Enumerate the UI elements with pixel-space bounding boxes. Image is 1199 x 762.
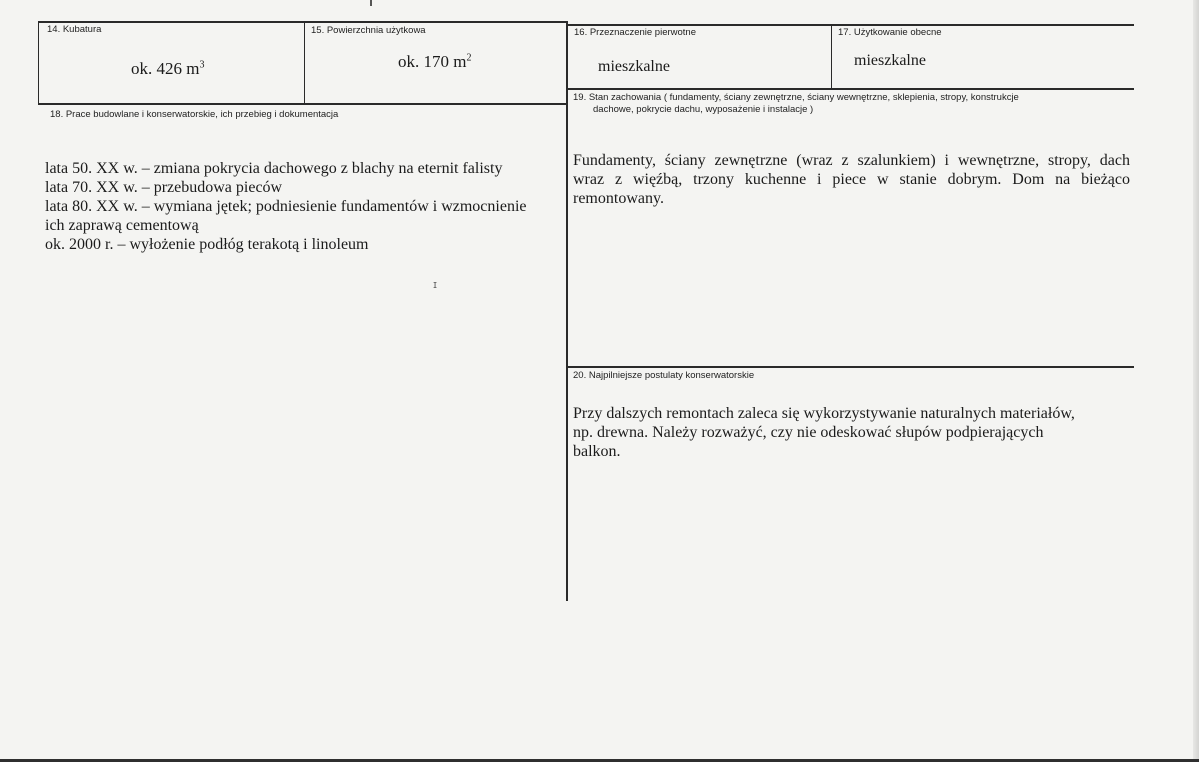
rule-19-top [567,88,1134,90]
powierzchnia-value-text: ok. 170 m [398,52,467,71]
prace-budowlane-label: 18. Prace budowlane i konserwatorskie, ich przebieg i dokumentacja [50,109,339,120]
prace-line: lata 80. XX w. – wymiana jętek; podniesienie fundamentów i wzmocnienie [45,198,527,215]
powierzchnia-value-exponent: 2 [466,52,472,64]
postulaty-line: np. drewna. Należy rozważyć, czy nie odeskować słupów podpierających [573,424,1044,441]
rule-center-divider [566,21,568,601]
rule-left-edge [38,21,39,104]
stan-zachowania-text [573,151,1130,208]
postulaty-text [573,404,1130,461]
stan-line: Fundamenty, ściany zewnętrzne (wraz z szalunkiem) i wewnętrzne, stropy, dach [573,152,1130,169]
uzytkowanie-value: mieszkalne [854,52,926,69]
prace-line: ok. 2000 r. – wyłożenie podłóg terakotą i linoleum [45,236,369,253]
rule-18-top [38,103,566,105]
prace-budowlane-text [45,159,565,254]
stan-zachowania-label-line2: dachowe, pokrycie dachu, wyposażenie i instalacje ) [593,104,814,115]
prace-line: ich zaprawą cementową [45,217,199,234]
rule-20-top [567,366,1134,368]
rule-top-right [567,24,1134,26]
postulaty-label: 20. Najpilniejsze postulaty konserwatorskie [573,370,755,381]
scan-edge [1193,0,1199,762]
stan-line: remontowany. [573,190,664,207]
kubatura-label: 14. Kubatura [47,24,102,35]
postulaty-line: balkon. [573,443,621,460]
postulaty-line: Przy dalszych remontach zaleca się wykorzystywanie naturalnych materiałów, [573,405,1075,422]
rule-top-left [38,21,567,23]
powierzchnia-value [398,52,471,71]
stan-line: wraz z więźbą, trzony kuchenne i piece w stanie dobrym. Dom na bieżąco [573,171,1130,188]
przeznaczenie-label: 16. Przeznaczenie pierwotne [574,27,696,38]
rule-16-17-divider [831,24,832,88]
kubatura-value [131,59,204,78]
scan-speck: ɪ [433,278,438,291]
przeznaczenie-value: mieszkalne [598,58,670,75]
kubatura-value-exponent: 3 [199,59,205,71]
uzytkowanie-label: 17. Użytkowanie obecne [838,27,942,38]
top-tick-mark [370,0,372,6]
prace-line: lata 70. XX w. – przebudowa pieców [45,179,283,196]
prace-line: lata 50. XX w. – zmiana pokrycia dachowego z blachy na eternit falisty [45,160,503,177]
stan-zachowania-label-line1: 19. Stan zachowania ( fundamenty, ściany zewnętrzne, ściany wewnętrzne, sklepienia, stropy, konstrukcje [573,92,1019,103]
powierzchnia-label: 15. Powierzchnia użytkowa [311,25,426,36]
kubatura-value-text: ok. 426 m [131,59,200,78]
rule-14-15-divider [304,21,305,103]
